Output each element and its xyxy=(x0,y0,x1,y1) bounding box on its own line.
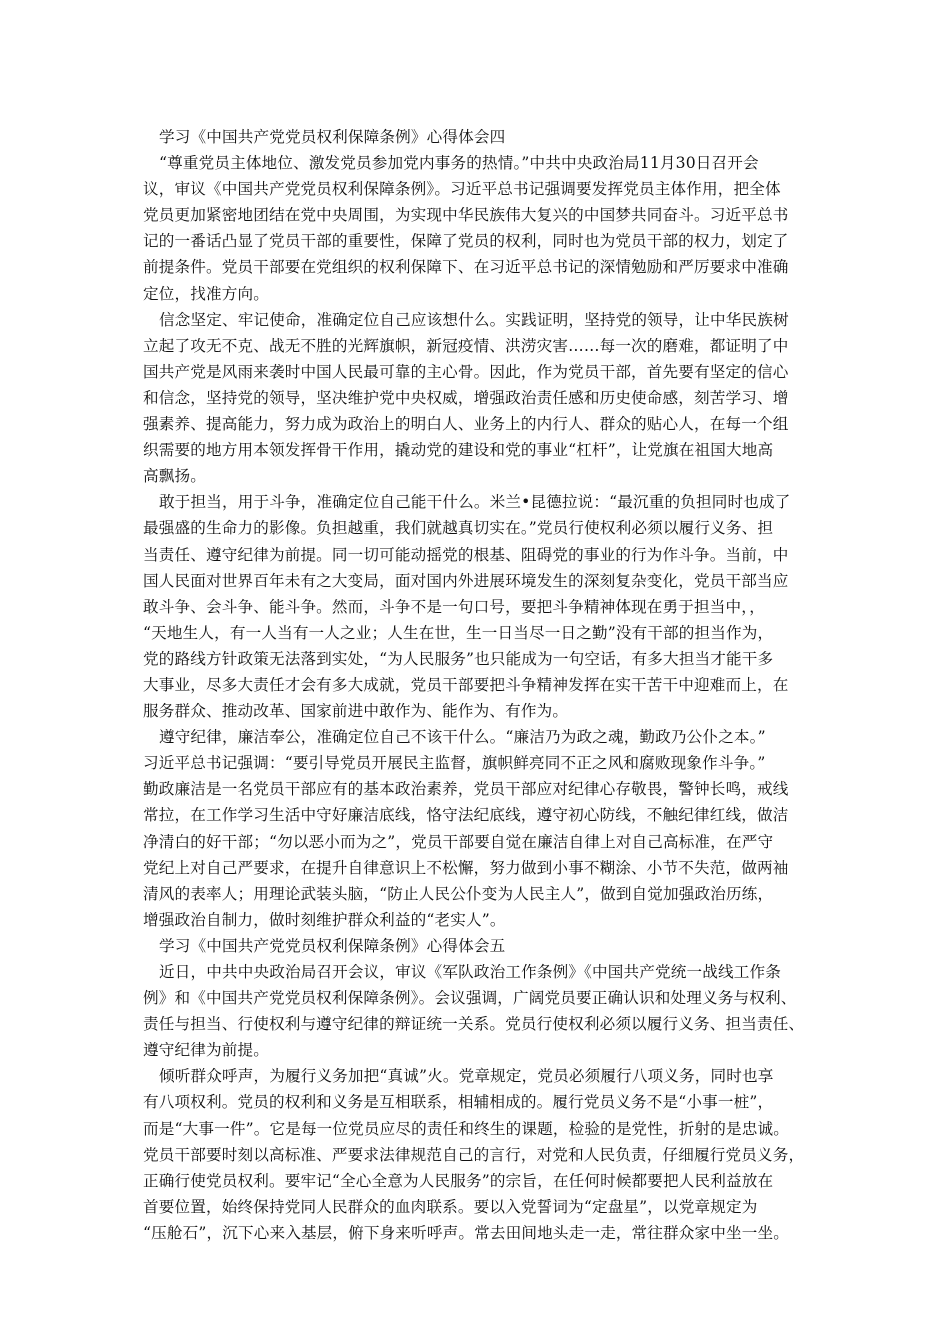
paragraph-line: 织需要的地方用本领发挥骨干作用，撬动党的建设和党的事业“杠杆”，让党旗在祖国大地高 xyxy=(143,441,774,460)
paragraph-line: 而是“大事一件”。它是每一位党员应尽的责任和终生的课题，检验的是党性，折射的是忠诚。 xyxy=(143,1119,789,1138)
paragraph-line: 倾听群众呼声，为履行义务加把“真诚”火。党章规定，党员必须履行八项义务，同时也享 xyxy=(159,1067,774,1086)
paragraph-line: 前提条件。党员干部要在党组织的权利保障下、在习近平总书记的深情勉励和严厉要求中准确 xyxy=(143,258,789,277)
paragraph-line: 增强政治自制力，做时刻维护群众利益的“老实人”。 xyxy=(143,910,506,929)
section-title-four: 学习《中国共产党党员权利保障条例》心得体会四 xyxy=(159,128,506,146)
paragraph-line: 清风的表率人；用理论武装头脑，“防止人民公仆变为人民主人”，做到自觉加强政治历练， xyxy=(143,884,774,903)
paragraph-line: 有八项权利。党员的权利和义务是互相联系，相辅相成的。履行党员义务不是“小事一桩”， xyxy=(143,1093,774,1112)
paragraph-line: 当责任、遵守纪律为前提。同一切可能动摇党的根基、阻碍党的事业的行为作斗争。当前，中 xyxy=(143,545,789,564)
paragraph-line: 最强盛的生命力的影像。负担越重，我们就越真切实在。”党员行使权利必须以履行义务、担 xyxy=(143,519,774,538)
paragraph-line: 正确行使党员权利。要牢记“全心全意为人民服务”的宗旨，在任何时候都要把人民利益放在 xyxy=(143,1171,774,1190)
paragraph-line: 例》和《中国共产党党员权利保障条例》。会议强调，广阔党员要正确认识和处理义务与权利、 xyxy=(143,989,797,1008)
paragraph-line: 和信念，坚持党的领导，坚决维护党中央权威，增强政治责任感和历史使命感，刻苦学习、增 xyxy=(143,388,789,407)
paragraph-line: “尊重党员主体地位、激发党员参加党内事务的热情。”中共中央政治局11月30日召开会 xyxy=(159,154,759,173)
paragraph-line: 信念坚定、牢记使命，准确定位自己应该想什么。实践证明，坚持党的领导，让中华民族树 xyxy=(159,310,789,329)
paragraph-line: 责任与担当、行使权利与遵守纪律的辩证统一关系。党员行使权利必须以履行义务、担当责任、 xyxy=(143,1015,805,1034)
paragraph-line: 议，审议《中国共产党党员权利保障条例》。习近平总书记强调要发挥党员主体作用，把全体 xyxy=(143,180,781,199)
paragraph-line: 遵守纪律，廉洁奉公，准确定位自己不该干什么。“廉洁乃为政之魂，勤政乃公仆之本。” xyxy=(159,728,766,747)
paragraph-line: 首要位置，始终保持党同人民群众的血肉联系。要以入党誓词为“定盘星”，以党章规定为 xyxy=(143,1197,758,1216)
paragraph-line: 大事业，尽多大责任才会有多大成就，党员干部要把斗争精神发挥在实干苦干中迎难而上，在 xyxy=(143,675,789,694)
document-body xyxy=(143,124,823,1246)
paragraph-line: 党的路线方针政策无法落到实处，“为人民服务”也只能成为一句空话，有多大担当才能干多 xyxy=(143,649,774,668)
paragraph-line: 服务群众、推动改革、国家前进中敢作为、能作为、有作为。 xyxy=(143,702,569,721)
paragraph-line: 强素养、提高能力，努力成为政治上的明白人、业务上的内行人、群众的贴心人，在每一个组 xyxy=(143,415,789,434)
paragraph-line: “压舱石”，沉下心来入基层，俯下身来听呼声。常去田间地头走一走，常往群众家中坐一坐。 xyxy=(143,1223,789,1242)
paragraph-line: 定位，找准方向。 xyxy=(143,284,269,303)
paragraph-line: 遵守纪律为前提。 xyxy=(143,1041,269,1060)
section-title-five: 学习《中国共产党党员权利保障条例》心得体会五 xyxy=(159,936,506,955)
paragraph-line: 高飘扬。 xyxy=(143,467,206,486)
paragraph-line: “天地生人，有一人当有一人之业；人生在世，生一日当尽一日之勤”没有干部的担当作为， xyxy=(143,623,774,642)
paragraph-line: 习近平总书记强调：“要引导党员开展民主监督，旗帜鲜亮同不正之风和腐败现象作斗争。” xyxy=(143,754,766,773)
paragraph-line: 敢斗争、会斗争、能斗争。然而，斗争不是一句口号，要把斗争精神体现在勇于担当中，， xyxy=(143,597,765,616)
paragraph-line: 勤政廉洁是一名党员干部应有的基本政治素养，党员干部应对纪律心存敬畏，警钟长鸣，戒线 xyxy=(143,780,789,799)
paragraph-line: 国共产党是风雨来袭时中国人民最可靠的主心骨。因此，作为党员干部，首先要有坚定的信心 xyxy=(143,362,789,381)
paragraph-line: 近日，中共中央政治局召开会议，审议《军队政治工作条例》《中国共产党统一战线工作条 xyxy=(159,963,781,981)
paragraph-line: 党纪上对自己严要求，在提升自律意识上不松懈，努力做到小事不糊涂、小节不失范，做两袖 xyxy=(143,858,789,877)
paragraph-line: 党员干部要时刻以高标准、严要求法律规范自己的言行，对党和人民负责，仔细履行党员义务， xyxy=(143,1145,805,1164)
paragraph-line: 立起了攻无不克、战无不胜的光辉旗帜，新冠疫情、洪涝灾害……每一次的磨难，都证明了中 xyxy=(143,336,789,355)
paragraph-line: 国人民面对世界百年未有之大变局，面对国内外进展环境发生的深刻复杂变化，党员干部当应 xyxy=(143,571,789,590)
paragraph-line: 记的一番话凸显了党员干部的重要性，保障了党员的权利，同时也为党员干部的权力，划定了 xyxy=(143,232,789,251)
paragraph-line: 常拉，在工作学习生活中守好廉洁底线，恪守法纪底线，遵守初心防线，不触纪律红线，做洁 xyxy=(143,806,789,825)
paragraph-line: 党员更加紧密地团结在党中央周围，为实现中华民族伟大复兴的中国梦共同奋斗。习近平总书 xyxy=(143,206,789,225)
paragraph-line: 敢于担当，用于斗争，准确定位自己能干什么。米兰•昆德拉说：“最沉重的负担同时也成了 xyxy=(159,493,791,512)
paragraph-line: 净清白的好干部；“勿以恶小而为之”，党员干部要自觉在廉洁自律上对自己高标准，在严守 xyxy=(143,832,774,851)
